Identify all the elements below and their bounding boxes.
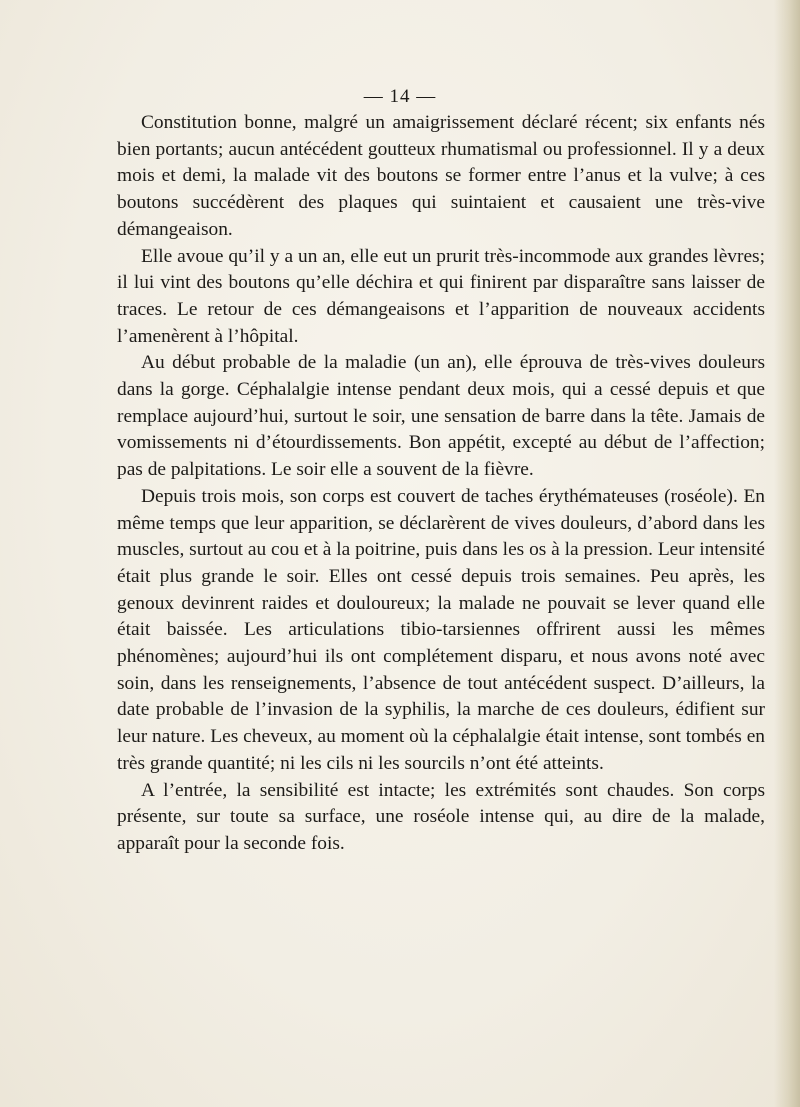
paragraph-5: A l’entrée, la sensibilité est intacte; les extrémités sont chaudes. Son corps présente, sur toute sa surface, une roséole intense qui, au dire de la malade, apparaît pour la seconde fois.: [117, 779, 765, 854]
page-edge-shadow: [774, 0, 800, 1107]
paragraph-3: Au début probable de la maladie (un an), elle éprouva de très-vives douleurs dans la gorge. Céphalalgie intense pendant deux mois, qui a cessé depuis et que remplace aujourd’hui, surtout le soir, une sensation de barre dans la tête. Jamais de vomissements ni d’étourdissements. Bon appétit, excepté au début de l’affection; pas de palpitations. Le soir elle a souvent de la fièvre.: [117, 352, 765, 481]
page-number: — 14 —: [363, 86, 437, 107]
paragraph-1: Constitution bonne, malgré un amaigrissement déclaré récent; six enfants nés bien portants; aucun antécédent goutteux rhumatismal ou professionnel. Il y a deux mois et demi, la malade vit des boutons se former entre l’anus et la vulve; à ces boutons succédèrent des plaques qui suintaient et causaient une très-vive démangeaison.: [117, 112, 765, 240]
paragraph-2: Elle avoue qu’il y a un an, elle eut un prurit très-incommode aux grandes lèvres; il lui vint des boutons qu’elle déchira et qui finirent par disparaître sans laisser de traces. Le retour de ces démangeaisons et l’apparition de nouveaux accidents l’amenèrent à l’hôpital.: [117, 245, 765, 347]
paragraph-4: Depuis trois mois, son corps est couvert de taches érythémateuses (roséole). En même temps que leur apparition, se déclarèrent de vives douleurs, d’abord dans les muscles, surtout au cou et à la poitrine, puis dans les os à la pression. Leur intensité était plus grande le soir. Elles ont cessé depuis trois semaines. Peu après, les genoux devinrent raides et douloureux; la malade ne pouvait se lever quand elle était baissée. Les articulations tibio-tarsiennes offrirent aussi les mêmes phénomènes; aujourd’hui ils ont complétement disparu, et nous avons noté avec soin, dans les renseignements, l’absence de tout antécédent suspect. D’ailleurs, la date probable de l’invasion de la syphilis, la marche de ces douleurs, édifient sur leur nature. Les cheveux, au moment où la céphalalgie était intense, sont tombés en très grande quantité; ni les cils ni les sourcils n’ont été atteints.: [117, 485, 765, 774]
body-text: [117, 110, 765, 858]
